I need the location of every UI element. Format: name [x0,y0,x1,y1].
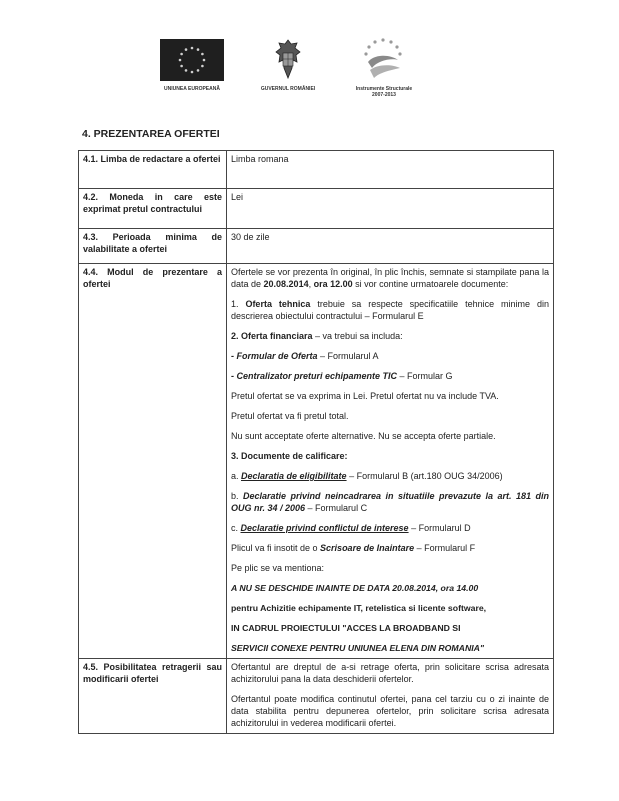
item-number: a. [231,471,242,481]
item-text: – Formularul C [305,503,368,513]
government-caption: GUVERNUL ROMÂNIEI [260,86,316,92]
modification-note: Ofertantul poate modifica continutul ofertei, pana cel tarziu cu o zi inainte de data stabilita pentru depunerea ofertelor, prin solicitare scrisa adresata achizitorului in vederea modificarii ofertei. [231,694,549,728]
row-label: 4.3. Perioada minima de valabilitate a ofertei [79,229,227,264]
notice-line-2: pentru Achizitie echipamente IT, retelistica si licente software, [231,603,487,613]
item-text: Plicul va fi insotit de o [231,543,321,553]
row-label: 4.4. Modul de prezentare a ofertei [79,264,227,659]
item-text: – Formularul F [414,543,476,553]
item-text: – Formularul B (art.180 OUG 34/2006) [346,471,503,481]
table-row [79,659,554,734]
item-text: trebuie sa respecte specificatiile tehnice minime din descrierea obiectului contractului – Formularul E [231,299,549,321]
row-value [227,659,554,734]
qualification-item-b [231,490,549,514]
financial-offer-item [231,330,549,342]
structural-instruments-logo [360,36,406,82]
row-value [227,264,554,659]
structural-instruments-caption-line1: Instrumente Structurale [355,86,413,92]
structural-instruments-caption-line2: 2007-2013 [372,92,396,98]
deadline-time: ora 12.00 [313,279,353,289]
item-title: Declaratie privind conflictul de interese [240,523,409,533]
no-alternatives-note: Nu sunt acceptate oferte alternative. Nu se accepta oferte partiale. [231,431,496,441]
row-label: 4.2. Moneda in care este exprimat pretul contractului [79,189,227,229]
technical-offer-item [231,298,549,322]
item-title: - Centralizator preturi echipamente TIC [231,371,398,381]
item-title: Oferta tehnica [245,299,311,309]
romanian-coat-of-arms-icon [273,38,303,80]
item-text: – Formularul D [408,523,471,533]
envelope-note: Pe plic se va mentiona: [231,563,325,573]
row-value: Lei [227,189,554,229]
table-row [79,229,554,264]
item-text: – va trebui sa includa: [312,331,403,341]
notice-line-4: SERVICII CONEXE PENTRU UNIUNEA ELENA DIN ROMANIA" [231,643,485,653]
item-text: – Formularul A [317,351,379,361]
intro-end: si vor contine urmatoarele documente: [352,279,509,289]
presentation-intro [231,266,549,290]
qualification-item-c [231,522,549,534]
notice-line-3 [231,622,549,634]
item-title: Declaratie privind neincadrarea in situatiile prevazute la art. 181 din OUG nr. 34 / 2006 [231,491,549,513]
form-g-item [231,370,549,382]
notice-line-1: A NU SE DESCHIDE INAINTE DE DATA 20.08.2014, ora 14.00 [231,583,479,593]
price-currency-note: Pretul ofertat se va exprima in Lei. Pretul ofertat nu va include TVA. [231,391,499,401]
table-row [79,264,554,659]
qualification-title: 3. Documente de calificare: [231,451,348,461]
eu-flag-logo [160,39,224,81]
item-title: - Formular de Oferta [231,351,318,361]
row-value: Limba romana [227,151,554,189]
item-title: Declaratia de eligibilitate [241,471,347,481]
item-number: 1. [231,299,246,309]
item-title: 2. Oferta financiara [231,331,313,341]
row-value: 30 de zile [227,229,554,264]
row-label: 4.1. Limba de redactare a ofertei [79,151,227,189]
table-row [79,151,554,189]
item-title: Scrisoare de Inaintare [320,543,415,553]
deadline-date: 20.08.2014 [263,279,309,289]
item-text: – Formular G [397,371,453,381]
qualification-item-a [231,470,549,482]
item-number: c. [231,523,241,533]
intro-text: Ofertele se vor prezenta în original, în plic închis, semnate si stampilate pana la data de [231,267,549,289]
offer-table [78,150,554,734]
cover-letter-note [231,542,549,554]
notice-text: IN CADRUL PROIECTULUI "ACCES LA BROADBAND SI [231,623,461,633]
section-title: 4. PREZENTAREA OFERTEI [82,128,220,140]
item-number: b. [231,491,243,501]
structural-instruments-caption [348,86,420,98]
price-total-note: Pretul ofertat va fi pretul total. [231,411,349,421]
intro-separator: , [308,279,314,289]
row-label: 4.5. Posibilitatea retragerii sau modificarii ofertei [79,659,227,734]
table-row [79,189,554,229]
form-a-item [231,350,549,362]
header-logos [0,0,619,110]
eu-caption: UNIUNEA EUROPEANĂ [164,86,220,92]
withdrawal-note: Ofertantul are dreptul de a-si retrage oferta, prin solicitare scrisa adresata achizitorului pana la data deschiderii ofertelor. [231,662,549,684]
